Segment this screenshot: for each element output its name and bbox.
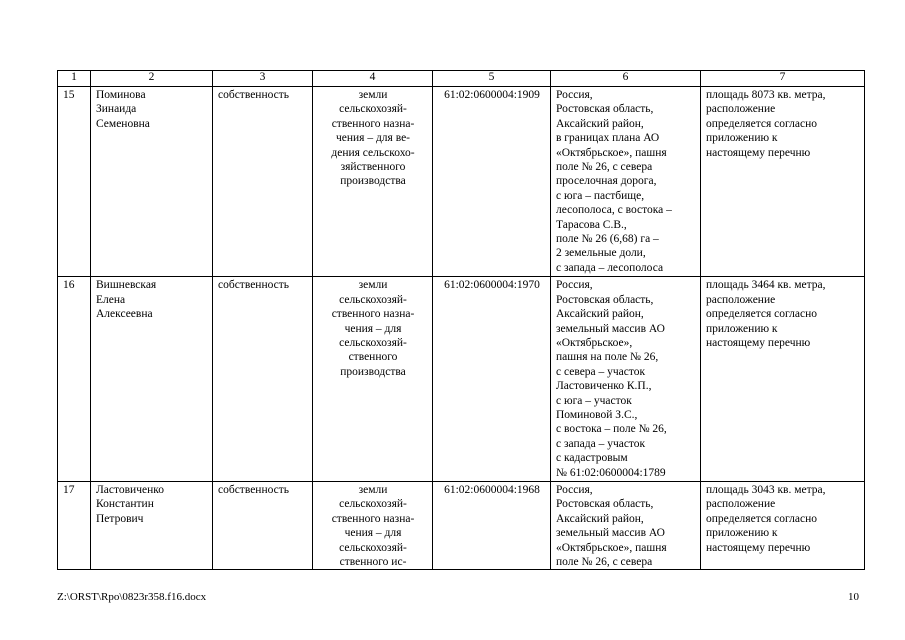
right-type: собственность — [218, 279, 290, 292]
location-description: Россия, Ростовская область, Аксайский район, в границах плана АО «Октябрьское», пашня поле № 26, с севера проселочная дорога, с юга – пастбище, лесополоса, с востока – Тарасова С.В., поле № 26 (6,68) га – 2 земельные доли, с запада – лесополоса — [556, 89, 672, 274]
table-row — [58, 481, 865, 569]
cadastral-number: 61:02:0600004:1968 — [444, 483, 540, 496]
column-header: 6 — [551, 71, 701, 87]
owner-name: Вишневская Елена Алексеевна — [96, 279, 157, 321]
location-description: Россия, Ростовская область, Аксайский район, земельный массив АО «Октябрьское», пашня поле № 26, с севера — [556, 483, 667, 568]
owner-name: Поминова Зинаида Семеновна — [96, 89, 150, 130]
column-header: 2 — [91, 71, 213, 87]
footer-file-path: Z:\ORST\Rpo\0823r358.f16.docx — [57, 591, 207, 603]
area-note: площадь 3043 кв. метра, расположение определяется согласно приложению к настоящему перечню — [706, 483, 826, 554]
cadastral-number: 61:02:0600004:1909 — [444, 89, 540, 101]
table-row — [58, 277, 865, 482]
cadastral-number: 61:02:0600004:1970 — [444, 279, 540, 292]
area-note: площадь 3464 кв. метра, расположение определяется согласно приложению к настоящему перечню — [706, 279, 826, 349]
row-number: 17 — [63, 483, 75, 496]
column-header: 3 — [213, 71, 313, 87]
row-number: 16 — [63, 279, 75, 292]
column-header: 7 — [701, 71, 865, 87]
land-category: земли сельскохозяй- ственного назна- чения – для сельскохозяй- ственного ис- — [331, 483, 415, 568]
footer-page-number: 10 — [848, 591, 859, 603]
right-type: собственность — [218, 483, 290, 496]
row-number: 15 — [63, 89, 75, 101]
right-type: собственность — [218, 89, 290, 101]
column-header: 4 — [313, 71, 433, 87]
location-description: Россия, Ростовская область, Аксайский район, земельный массив АО «Октябрьское», пашня на поле № 26, с севера – участок Ластовиченко К.П., с юга – участок Поминовой З.С., с востока – поле № 26, с запада – участок с кадастровым № 61:02:0600004:1789 — [556, 279, 667, 479]
area-note: площадь 8073 кв. метра, расположение определяется согласно приложению к настоящему перечню — [706, 89, 826, 159]
land-plots-table — [57, 70, 865, 570]
land-category: земли сельскохозяй- ственного назна- чения – для сельскохозяй- ственного производства — [331, 279, 415, 378]
column-header: 5 — [433, 71, 551, 87]
column-header: 1 — [58, 71, 91, 87]
owner-name: Ластовиченко Константин Петрович — [96, 483, 165, 525]
header-row — [58, 71, 865, 87]
land-category: земли сельскохозяй- ственного назна- чения – для ве- дения сельскохо- зяйственного производства — [331, 89, 415, 188]
table-row — [58, 87, 865, 277]
